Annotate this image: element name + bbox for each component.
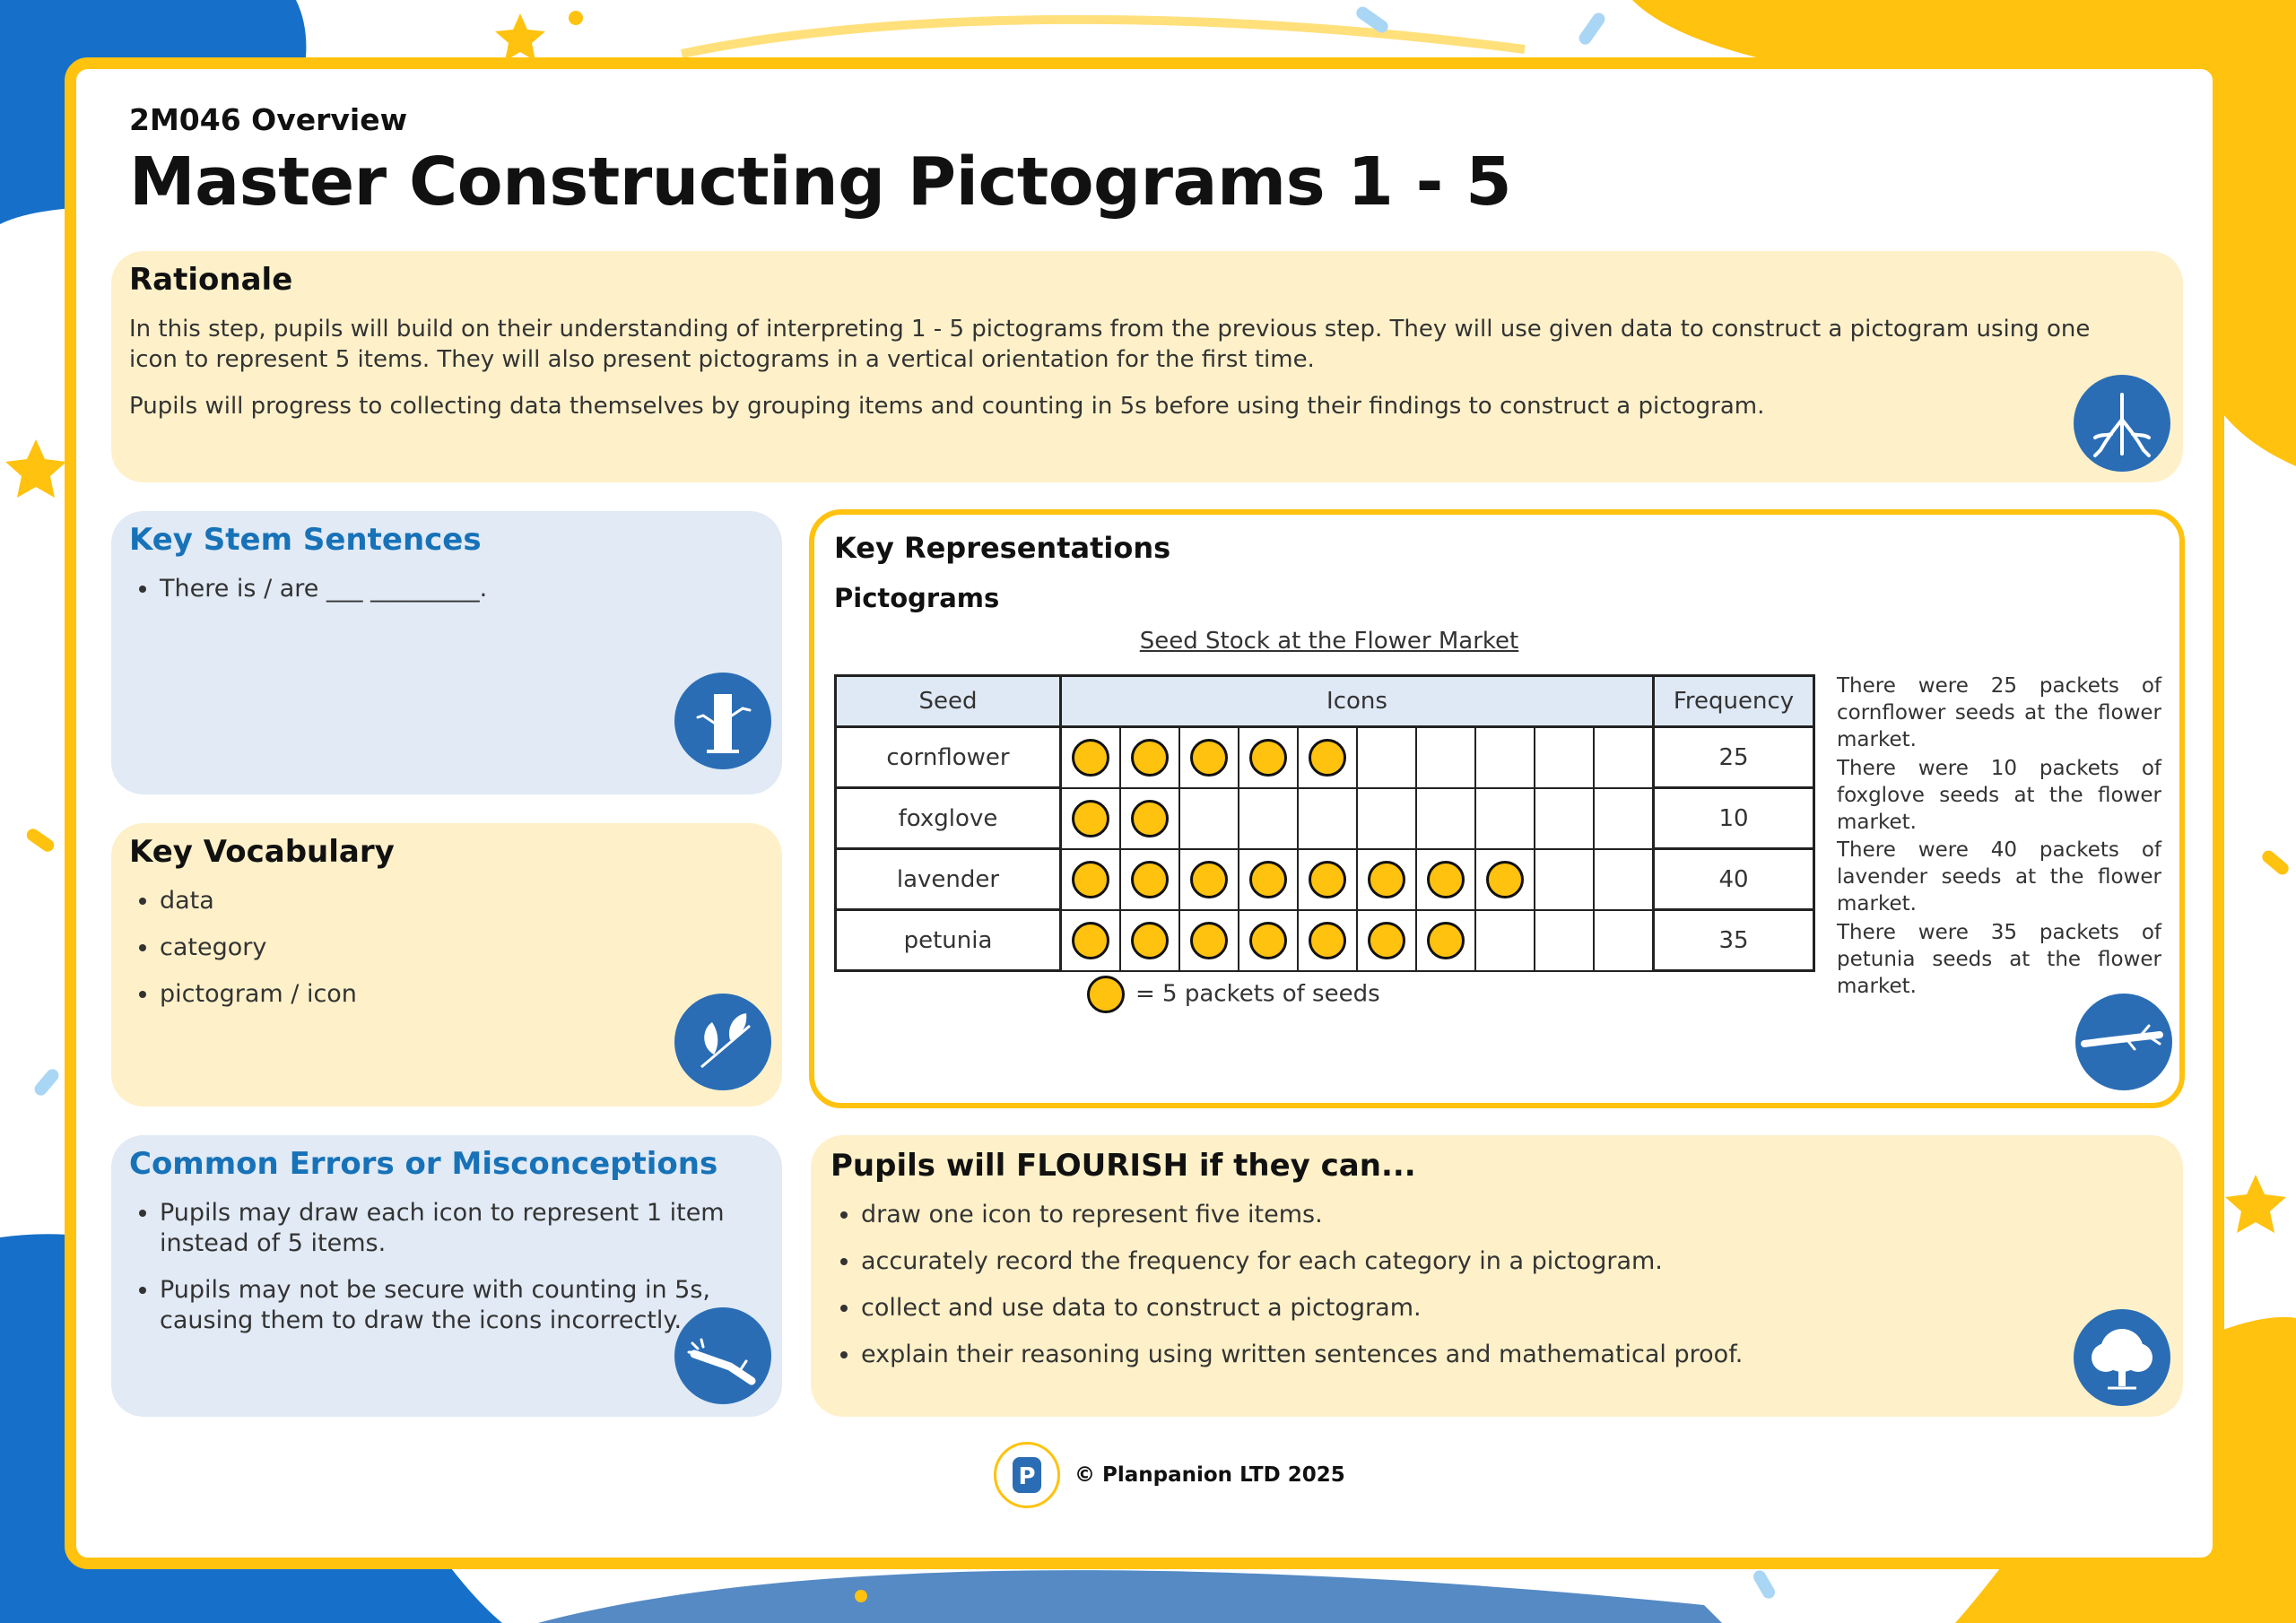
seed-packet-icon <box>1249 861 1287 898</box>
header-frequency: Frequency <box>1654 676 1814 727</box>
seed-name: petunia <box>836 910 1061 971</box>
flourish-item: • accurately record the frequency for each category in a pictogram. <box>861 1246 2027 1277</box>
icon-cell <box>1298 849 1357 910</box>
statement-foxglove: There were 10 packets of foxglove seeds at the flower market. <box>1837 757 2161 834</box>
leaves-icon <box>674 994 771 1090</box>
vocabulary-item: • category <box>160 933 752 963</box>
seed-packet-icon <box>1131 800 1169 838</box>
pictogram-row-cornflower <box>836 727 1814 788</box>
seed-packet-icon <box>1486 861 1524 898</box>
seed-packet-icon <box>1427 861 1465 898</box>
rationale-panel <box>111 251 2183 482</box>
seed-packet-icon <box>1072 861 1109 898</box>
svg-text:P: P <box>1018 1463 1036 1490</box>
seed-packet-icon <box>1309 922 1346 959</box>
icon-cell <box>1298 788 1357 849</box>
seed-packet-icon <box>1190 739 1228 777</box>
flourish-item: • explain their reasoning using written sentences and mathematical proof. <box>861 1340 2027 1370</box>
seed-packet-icon <box>1131 861 1169 898</box>
icon-cell <box>1416 910 1475 971</box>
planpanion-logo <box>994 1442 1060 1508</box>
icon-cell <box>1239 727 1298 788</box>
icon-cell <box>1357 727 1416 788</box>
seed-packet-icon <box>1249 739 1287 777</box>
pictogram-row-lavender <box>836 849 1814 910</box>
seed-name: lavender <box>836 849 1061 910</box>
icon-cell <box>1475 727 1535 788</box>
icon-cell <box>1357 910 1416 971</box>
icon-cell <box>1594 727 1654 788</box>
icon-cell <box>1298 910 1357 971</box>
rationale-heading: Rationale <box>129 262 293 298</box>
frequency-value: 10 <box>1654 788 1814 849</box>
icon-cell <box>1357 849 1416 910</box>
seed-packet-icon <box>1072 739 1109 777</box>
pictogram-key <box>1087 976 1380 1013</box>
pictogram-row-foxglove <box>836 788 1814 849</box>
icon-cell <box>1535 910 1594 971</box>
seed-name: cornflower <box>836 727 1061 788</box>
icon-cell <box>1061 910 1121 971</box>
rationale-paragraph-2: Pupils will progress to collecting data themselves by grouping items and counting in 5s before using their findings to construct a pictogram. <box>129 393 1765 420</box>
frequency-value: 35 <box>1654 910 1814 971</box>
roots-icon <box>2074 375 2170 472</box>
icon-cell <box>1061 788 1121 849</box>
icon-cell <box>1179 910 1239 971</box>
tree-trunk-icon <box>674 673 771 769</box>
misconceptions-list <box>129 1198 770 1352</box>
frequency-value: 25 <box>1654 727 1814 788</box>
statement-petunia: There were 35 packets of petunia seeds at the flower market. <box>1837 921 2161 998</box>
icon-cell <box>1475 788 1535 849</box>
icon-cell <box>1239 788 1298 849</box>
icon-cell <box>1535 727 1594 788</box>
seed-packet-icon <box>1072 800 1109 838</box>
flourish-heading: Pupils will FLOURISH if they can... <box>831 1148 1416 1184</box>
seed-packet-icon <box>1368 861 1405 898</box>
icon-cell <box>1120 788 1179 849</box>
page-title: Master Constructing Pictograms 1 - 5 <box>129 143 1512 221</box>
vocabulary-heading: Key Vocabulary <box>129 834 395 870</box>
icon-cell <box>1061 849 1121 910</box>
icon-cell <box>1298 727 1357 788</box>
vocabulary-list <box>129 886 752 1026</box>
icon-cell <box>1357 788 1416 849</box>
icon-cell <box>1475 849 1535 910</box>
key-label: = 5 packets of seeds <box>1135 980 1380 1008</box>
misconception-item: • Pupils may draw each icon to represent 1 item instead of 5 items. <box>160 1198 770 1259</box>
tree-icon <box>2074 1309 2170 1406</box>
key-representations-heading: Key Representations <box>834 531 1171 565</box>
statement-cornflower: There were 25 packets of cornflower seeds at the flower market. <box>1837 674 2161 751</box>
vocabulary-item: • data <box>160 886 752 916</box>
stem-sentence-item: • There is / are ___ _________. <box>160 574 752 604</box>
flourish-item: • draw one icon to represent five items. <box>861 1200 2027 1230</box>
icon-cell <box>1594 910 1654 971</box>
icon-cell <box>1120 727 1179 788</box>
broken-branch-icon <box>674 1307 771 1404</box>
flourish-list <box>831 1200 2027 1386</box>
branch-icon <box>2075 994 2172 1090</box>
header-seed: Seed <box>836 676 1061 727</box>
seed-packet-icon <box>1131 739 1169 777</box>
stem-sentences-panel <box>111 511 782 794</box>
seed-packet-icon <box>1190 861 1228 898</box>
icon-cell <box>1475 910 1535 971</box>
seed-packet-icon <box>1087 976 1125 1013</box>
pictogram-title: Seed Stock at the Flower Market <box>1139 628 1519 655</box>
seed-packet-icon <box>1190 922 1228 959</box>
icon-cell <box>1535 788 1594 849</box>
vocabulary-item: • pictogram / icon <box>160 979 752 1010</box>
icon-cell <box>1061 727 1121 788</box>
misconception-item: • Pupils may not be secure with counting in 5s, causing them to draw the icons incorrectly. <box>160 1275 770 1336</box>
flourish-item: • collect and use data to construct a pictogram. <box>861 1293 2027 1324</box>
seed-packet-icon <box>1427 922 1465 959</box>
stem-sentences-heading: Key Stem Sentences <box>129 522 482 558</box>
header-icons: Icons <box>1061 676 1654 727</box>
seed-name: foxglove <box>836 788 1061 849</box>
seed-packet-icon <box>1309 861 1346 898</box>
pictogram-row-petunia <box>836 910 1814 971</box>
seed-packet-icon <box>1072 922 1109 959</box>
statement-lavender: There were 40 packets of lavender seeds at the flower market. <box>1837 838 2161 916</box>
pictogram-header-row <box>836 676 1814 727</box>
icon-cell <box>1594 788 1654 849</box>
icon-cell <box>1239 849 1298 910</box>
misconceptions-panel <box>111 1135 782 1417</box>
icon-cell <box>1239 910 1298 971</box>
stem-sentences-list <box>129 574 752 621</box>
vocabulary-panel <box>111 823 782 1107</box>
icon-cell <box>1179 788 1239 849</box>
icon-cell <box>1120 849 1179 910</box>
icon-cell <box>1179 727 1239 788</box>
flourish-panel <box>811 1135 2183 1417</box>
rationale-paragraph-1: In this step, pupils will build on their understanding of interpreting 1 - 5 pictograms from the previous step. They will use given data to construct a pictogram using one icon to represent 5 items. They will also present pictograms in a vertical orientation for the first time. <box>129 316 2091 373</box>
icon-cell <box>1416 788 1475 849</box>
pictograms-subheading: Pictograms <box>834 583 1000 613</box>
frequency-value: 40 <box>1654 849 1814 910</box>
icon-cell <box>1416 849 1475 910</box>
seed-packet-icon <box>1368 922 1405 959</box>
icon-cell <box>1416 727 1475 788</box>
seed-packet-icon <box>1249 922 1287 959</box>
misconceptions-heading: Common Errors or Misconceptions <box>129 1146 718 1182</box>
icon-cell <box>1535 849 1594 910</box>
icon-cell <box>1179 849 1239 910</box>
seed-packet-icon <box>1131 922 1169 959</box>
lesson-code: 2M046 Overview <box>129 102 408 137</box>
copyright-text: © Planpanion LTD 2025 <box>1074 1463 1345 1487</box>
icon-cell <box>1594 849 1654 910</box>
pictogram-table <box>834 674 1815 972</box>
seed-packet-icon <box>1309 739 1346 777</box>
icon-cell <box>1120 910 1179 971</box>
